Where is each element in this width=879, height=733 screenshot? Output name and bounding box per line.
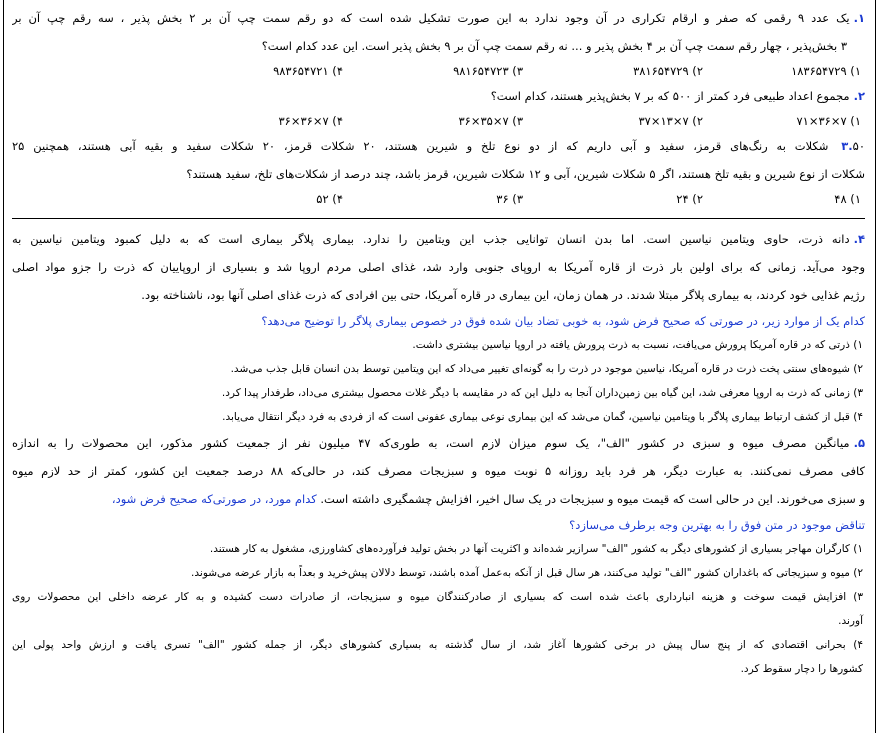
question-5-choice-4[interactable]: ۴) بحرانی اقتصادی که از پنج سال پیش در برخی کشورها آغاز شد، از سال گذشته به بسیاری کشورهای دیگر، از جمله کشور "الف" تسری یافت و ارزش واحد پولی این [12, 639, 863, 651]
question-4-choice-2[interactable]: ۲) شیوه‌های سنتی پخت ذرت در قاره آمریکا، نیاسین موجود در ذرت را به گونه‌ای تغییر می‌داد که این ویتامین توسط بدن انسان قابل جذب می‌شد. [230, 363, 863, 375]
question-3-option-1[interactable]: ۱) ۴۸ [834, 192, 861, 206]
question-2-option-1[interactable]: ۱) ۷×۳۶×۷۱ [796, 114, 861, 128]
question-2-option-4[interactable]: ۴) ۷×۳۶×۳۶ [278, 114, 343, 128]
question-4-line-1: ۴.دانه ذرت، حاوی ویتامین نیاسین است. اما بدن انسان توانایی جذب این ویتامین را ندارد. بیماری پلاگر بیماری است که به دلیل کمبود ویتامین نیاسین به [12, 232, 865, 246]
question-4-line-2: وجود می‌آید. زمانی که برای اولین بار ذرت از قاره آمریکا به اروپای جنوبی وارد شد، غذای اصلی مردم اروپا شد و بسیاری از اروپاییان که ذرت را جزو مواد اصلی [12, 260, 865, 274]
question-4-choice-1[interactable]: ۱) ذرتی که در قاره آمریکا پرورش می‌یافت، نسبت به ذرت پرورش یافته در اروپا نیاسین بیشتری داشت. [412, 339, 863, 351]
document-page [3, 0, 876, 733]
question-5-line-1: ۵.میانگین مصرف میوه و سبزی در کشور "الف"، یک سوم میزان لازم است، به طوری‌که ۴۷ میلیون نفر از جمعیت کشور مذکور، این محصولات را به اندازه [12, 436, 865, 450]
question-5-line-2: کافی مصرف نمی‌کنند. به عبارت دیگر، هر فرد باید روزانه ۵ نوبت میوه و سبزیجات مصرف کند، در حالی‌که ۸۸ درصد جمعیت این کشور، کمتر از حد لازم میوه [12, 464, 865, 478]
question-1-option-4[interactable]: ۴) ۹۸۳۶۵۴۷۲۱ [273, 64, 343, 78]
question-2-number: ۲. [853, 89, 865, 103]
question-5-line-3: و سبزی می‌خورند. این در حالی است که قیمت میوه و سبزیجات در یک سال اخیر، افزایش چشمگیری داشته است. کدام مورد، در صورتی‌که صحیح فرض شود، [111, 492, 865, 506]
question-5-choice-3[interactable]: ۳) افزایش قیمت سوخت و هزینه انبارداری باعث شده است که بسیاری از صادرکنندگان میوه و سبزیجات، از صادرات دست کشیده و به کار عرضه داخلی این محصولات روی [12, 591, 863, 603]
question-1-line-2: ۳ بخش‌پذیر ، چهار رقم سمت چپ آن بر ۴ بخش پذیر و ... نه رقم سمت چپ آن بر ۹ بخش پذیر است. این عدد کدام است؟ [261, 39, 847, 53]
question-5-prompt-start: کدام مورد، در صورتی‌که صحیح فرض شود، [111, 492, 317, 506]
question-5-choice-1[interactable]: ۱) کارگران مهاجر بسیاری از کشورهای دیگر به کشور "الف" سرازیر شده‌اند و اکثریت آنها در بخش تولید فرآورده‌های کشاورزی، مشغول به کار هستند. [209, 543, 863, 555]
section-divider [12, 218, 865, 219]
question-1-option-1[interactable]: ۱) ۱۸۳۶۵۴۷۲۹ [791, 64, 861, 78]
question-5-choice-2[interactable]: ۲) میوه و سبزیجاتی که باغداران کشور "الف" تولید می‌کنند، هر سال قبل از آنکه به‌عمل آمده باشند، توسط دلالان پیش‌خرید و بعداً به بازار عرضه می‌شوند. [191, 567, 863, 579]
question-5-choice-3-cont: آورند. [838, 615, 863, 627]
question-3-options [12, 188, 865, 210]
question-5 [12, 429, 865, 681]
question-2-option-3[interactable]: ۳) ۷×۳۵×۳۶ [458, 114, 523, 128]
question-2 [12, 82, 865, 132]
question-2-options [12, 110, 865, 132]
question-1-line-1: ۱.یک عدد ۹ رقمی که صفر و ارقام تکراری در آن وجود ندارد به این صورت تشکیل شده است که دو رقم سمت چپ آن بر ۲ بخش پذیر ، سه رقم چپ آن بر [12, 11, 865, 25]
question-3-line-2: شکلات از نوع شیرین و بقیه تلخ هستند، اگر ۵ شکلات شیرین، آبی و ۱۲ شکلات شیرین، قرمز باشد، چند درصد از شکلات‌های تلخ، سفید هستند؟ [186, 167, 865, 181]
question-1-options [12, 60, 865, 82]
question-5-choice-4-cont: کشورها را دچار سقوط کرد. [740, 663, 863, 675]
question-1-option-3[interactable]: ۳) ۹۸۱۶۵۴۷۲۳ [453, 64, 523, 78]
question-1-option-2[interactable]: ۲) ۳۸۱۶۵۴۷۲۹ [633, 64, 703, 78]
question-3-option-4[interactable]: ۴) ۵۲ [316, 192, 343, 206]
question-3-line-1: ۳.۵۰ شکلات به رنگ‌های قرمز، سفید و آبی داریم که از دو نوع تلخ و شیرین هستند، ۲۰ شکلات قرمز، ۲۰ شکلات سفید و بقیه آبی هستند، همچنین ۲۵ [12, 139, 865, 153]
question-3 [12, 132, 865, 210]
question-4 [12, 225, 865, 429]
question-3-number: ۳. [841, 139, 853, 153]
question-4-choice-4[interactable]: ۴) قبل از کشف ارتباط بیماری پلاگر با ویتامین نیاسین، گمان می‌شد که این بیماری نوعی بیماری عفونی است که از فردی به فرد دیگر انتقال می‌یابد. [222, 411, 863, 423]
question-4-line-3: رژیم غذایی خود کردند، به بیماری پلاگر مبتلا شدند. در همان زمان، این بیماری در قاره آمریکا، حتی بین افرادی که ذرت غذای اصلی آنها بود، ناشناخته بود. [141, 288, 865, 302]
question-1 [12, 4, 865, 82]
question-5-number: ۵. [853, 436, 865, 450]
question-4-choice-3[interactable]: ۳) زمانی که ذرت به اروپا معرفی شد، این گیاه بین زمین‌داران آنجا به دلیل این که در مقایسه با دیگر غلات محصول بیشتری می‌داد، طرفدار پیدا کرد. [221, 387, 863, 399]
question-1-number: ۱. [853, 11, 865, 25]
question-2-option-2[interactable]: ۲) ۷×۱۳×۳۷ [638, 114, 703, 128]
question-3-option-2[interactable]: ۲) ۲۴ [676, 192, 703, 206]
question-4-number: ۴. [853, 232, 865, 246]
question-5-prompt: تناقض موجود در متن فوق را به بهترین وجه برطرف می‌سازد؟ [569, 518, 865, 532]
question-4-prompt: کدام یک از موارد زیر، در صورتی که صحیح فرض شود، به خوبی تضاد بیان شده فوق در خصوص بیماری پلاگر را توضیح می‌دهد؟ [261, 314, 865, 328]
question-2-text: ۲.مجموع اعداد طبیعی فرد کمتر از ۵۰۰ که بر ۷ بخش‌پذیر هستند، کدام است؟ [490, 89, 865, 103]
question-3-option-3[interactable]: ۳) ۳۶ [496, 192, 523, 206]
